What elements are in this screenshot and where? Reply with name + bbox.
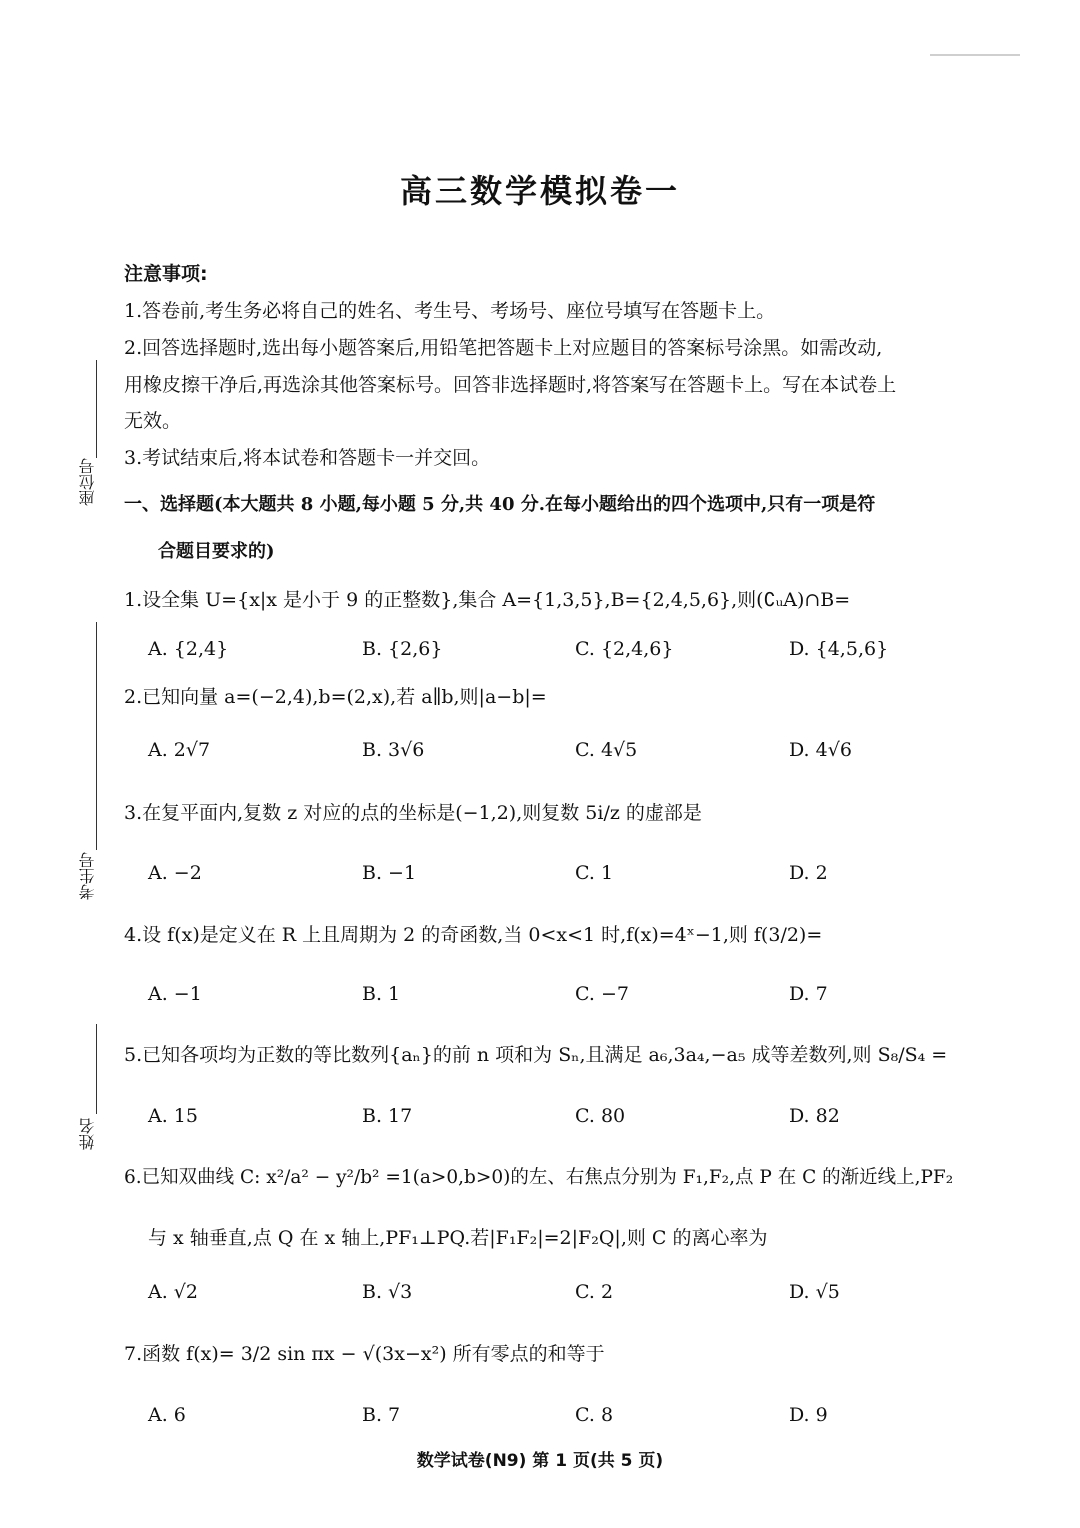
question-2-option-d: D. 4√6	[789, 739, 852, 761]
seat-line	[96, 360, 97, 458]
question-5-stem: 5.已知各项均为正数的等比数列{aₙ}的前 n 项和为 Sₙ,且满足 a₆,3a₄,−a₅ 成等差数列,则 S₈/S₄ =	[124, 1044, 948, 1066]
question-1-stem: 1.设全集 U={x|x 是小于 9 的正整数},集合 A={1,3,5},B={2,4,5,6},则(∁ᵤA)∩B=	[124, 589, 851, 611]
question-1-option-c: C. {2,4,6}	[575, 638, 674, 660]
exam-no-line	[96, 622, 97, 850]
question-6-stem-cont: 与 x 轴垂直,点 Q 在 x 轴上,PF₁⊥PQ.若|F₁F₂|=2|F₂Q|,则 C 的离心率为	[148, 1227, 768, 1249]
section-header-cont: 合题目要求的)	[158, 541, 275, 562]
question-6-option-d: D. √5	[789, 1281, 840, 1303]
question-6-stem: 6.已知双曲线 C: x²/a² − y²/b² =1(a>0,b>0)的左、右焦点分别为 F₁,F₂,点 P 在 C 的渐近线上,PF₂	[124, 1167, 954, 1188]
question-3-option-b: B. −1	[362, 862, 417, 884]
question-6-option-b: B. √3	[362, 1281, 413, 1303]
question-6-option-a: A. √2	[148, 1281, 198, 1303]
notice-line-3: 用橡皮擦干净后,再选涂其他答案标号。回答非选择题时,将答案写在答题卡上。写在本试卷上	[124, 374, 897, 396]
question-3-stem: 3.在复平面内,复数 z 对应的点的坐标是(−1,2),则复数 5i/z 的虚部是	[124, 802, 702, 824]
question-7-option-a: A. 6	[148, 1404, 186, 1426]
notice-line-5: 3.考试结束后,将本试卷和答题卡一并交回。	[124, 447, 491, 469]
seat-label: 座位号	[78, 458, 97, 506]
question-2-option-b: B. 3√6	[362, 739, 425, 761]
notice-line-1: 1.答卷前,考生务必将自己的姓名、考生号、考场号、座位号填写在答题卡上。	[124, 300, 776, 322]
page-footer: 数学试卷(N9) 第 1 页(共 5 页)	[416, 1451, 664, 1471]
question-2-option-c: C. 4√5	[575, 739, 638, 761]
question-4-option-d: D. 7	[789, 983, 828, 1005]
notice-line-2: 2.回答选择题时,选出每小题答案后,用铅笔把答题卡上对应题目的答案标号涂黑。如需改动,	[124, 337, 883, 359]
question-5-option-b: B. 17	[362, 1105, 413, 1127]
question-7-stem: 7.函数 f(x)= 3/2 sin πx − √(3x−x²) 所有零点的和等于	[124, 1343, 605, 1365]
exam-no-label: 考生号	[78, 852, 97, 900]
question-2-stem: 2.已知向量 a=(−2,4),b=(2,x),若 a∥b,则|a−b|=	[124, 686, 547, 708]
question-7-option-d: D. 9	[789, 1404, 828, 1426]
question-4-stem: 4.设 f(x)是定义在 R 上且周期为 2 的奇函数,当 0<x<1 时,f(x)=4ˣ−1,则 f(3/2)=	[124, 924, 823, 946]
page-title: 高三数学模拟卷一	[399, 172, 680, 210]
question-4-option-c: C. −7	[575, 983, 629, 1005]
question-3-option-d: D. 2	[789, 862, 828, 884]
notice-line-4: 无效。	[124, 410, 182, 432]
name-label: 姓名	[78, 1118, 97, 1150]
notice-heading: 注意事项:	[124, 263, 208, 285]
question-3-option-a: A. −2	[148, 862, 202, 884]
question-3-option-c: C. 1	[575, 862, 614, 884]
question-6-option-c: C. 2	[575, 1281, 614, 1303]
section-header: 一、选择题(本大题共 8 小题,每小题 5 分,共 40 分.在每小题给出的四个选项中,只有一项是符	[124, 494, 876, 515]
question-7-option-b: B. 7	[362, 1404, 401, 1426]
question-5-option-a: A. 15	[148, 1105, 198, 1127]
question-5-option-c: C. 80	[575, 1105, 626, 1127]
question-1-option-d: D. {4,5,6}	[789, 638, 889, 660]
question-4-option-b: B. 1	[362, 983, 401, 1005]
name-line	[96, 1024, 97, 1114]
question-5-option-d: D. 82	[789, 1105, 840, 1127]
question-7-option-c: C. 8	[575, 1404, 614, 1426]
top-rule	[930, 54, 1020, 56]
question-4-option-a: A. −1	[148, 983, 202, 1005]
question-2-option-a: A. 2√7	[148, 739, 211, 761]
question-1-option-a: A. {2,4}	[148, 638, 229, 660]
question-1-option-b: B. {2,6}	[362, 638, 443, 660]
